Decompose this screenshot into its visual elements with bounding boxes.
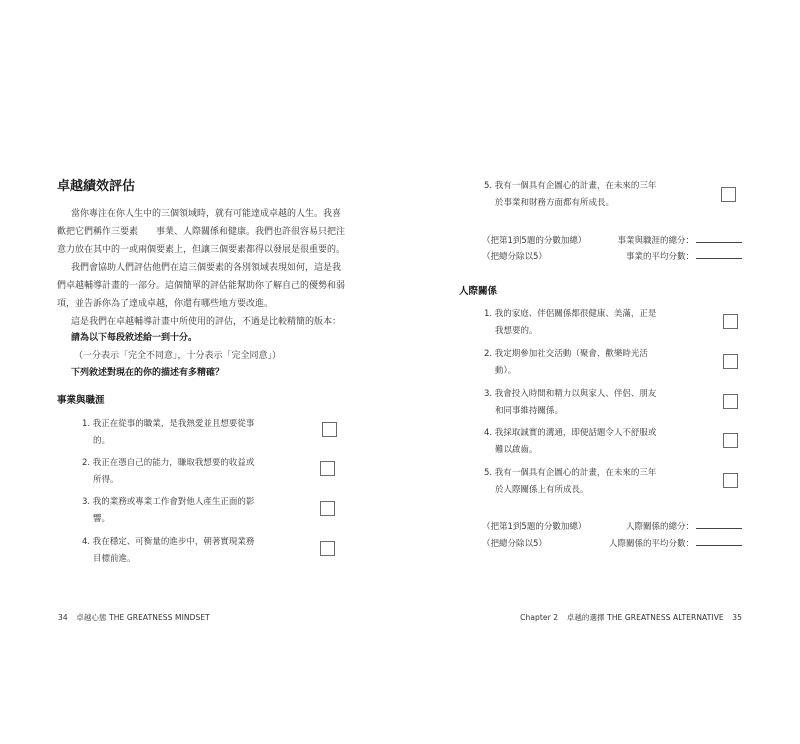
item-text: 動）。 bbox=[495, 366, 517, 376]
section-heading-relationships: 人際關係 bbox=[459, 286, 498, 297]
item-text: 我想要的。 bbox=[495, 326, 538, 336]
relationship-item-2 bbox=[484, 346, 648, 380]
score-box[interactable] bbox=[320, 541, 335, 556]
score-box[interactable] bbox=[320, 461, 335, 476]
relationship-total-field bbox=[590, 520, 742, 532]
career-item-5 bbox=[484, 178, 656, 212]
item-text: 和同事維持關係。 bbox=[495, 406, 564, 416]
blank-line[interactable] bbox=[696, 250, 742, 259]
blank-line[interactable] bbox=[696, 234, 742, 243]
item-text: 的。 bbox=[93, 436, 111, 446]
page-number: 35 bbox=[732, 613, 742, 622]
item-text: 4. 我採取誠實的溝通，即便話題令人不舒服或 bbox=[484, 428, 657, 438]
score-box[interactable] bbox=[723, 314, 738, 329]
relationship-item-1 bbox=[484, 306, 656, 340]
blank-line[interactable] bbox=[696, 537, 742, 546]
instruction-rate: 請為以下每段敘述給一到十分。 bbox=[71, 333, 198, 343]
relationship-avg-note: （把總分除以5） bbox=[482, 539, 547, 549]
relationship-item-4 bbox=[484, 425, 656, 459]
score-box[interactable] bbox=[721, 187, 736, 202]
score-box[interactable] bbox=[723, 473, 738, 488]
intro-line-6: 項，並告訴你為了達成卓越，你還有哪些地方要改進。 bbox=[57, 299, 274, 309]
intro-line-1: 當你專注在你人生中的三個領域時，就有可能達成卓越的人生。我喜 bbox=[71, 209, 342, 219]
instruction-describe: 下列敘述對現在的你的描述有多精確？ bbox=[71, 368, 225, 378]
item-text: 3. 我會投入時間和精力以與家人、伴侶、朋友 bbox=[484, 389, 657, 399]
item-text: 1. 我正在從事的職業，是我熱愛並且想要從事 bbox=[82, 419, 255, 429]
right-page bbox=[400, 0, 800, 744]
item-text: 響。 bbox=[93, 514, 111, 524]
relationship-item-5 bbox=[484, 465, 656, 499]
footer-right bbox=[520, 612, 742, 623]
intro-line-4: 我們會協助人們評估他們在這三個要素的各別領域表現如何，這是我 bbox=[71, 263, 342, 273]
running-title: 卓越的選擇 THE GREATNESS ALTERNATIVE bbox=[566, 613, 724, 622]
page-number: 34 bbox=[58, 613, 68, 622]
score-box[interactable] bbox=[322, 422, 337, 437]
career-avg-note: （把總分除以5） bbox=[482, 252, 547, 262]
intro-line-5: 們卓越輔導計畫的一部分。這個簡單的評估能幫助你了解自己的優勢和弱 bbox=[57, 281, 346, 291]
intro-line-7: 這是我們在卓越輔導計畫中所使用的評估，不過是比較精簡的版本： bbox=[71, 317, 342, 327]
chapter-label: Chapter 2 bbox=[520, 613, 559, 622]
field-label: 事業的平均分數： bbox=[625, 252, 694, 262]
career-item-3 bbox=[82, 494, 254, 528]
item-text: 4. 我在穩定、可衡量的進步中，朝著實現業務 bbox=[82, 537, 255, 547]
score-box[interactable] bbox=[723, 354, 738, 369]
item-text: 1. 我的家庭、伴侶關係都很健康、美滿，正是 bbox=[484, 309, 657, 319]
intro-line-2: 歡把它們稱作三要素 事業、人際關係和健康。我們也許很容易只把注 bbox=[57, 227, 346, 237]
career-total-note: （把第1到5題的分數加總） bbox=[482, 236, 587, 246]
relationship-total-note: （把第1到5題的分數加總） bbox=[482, 522, 587, 532]
item-text: 所得。 bbox=[93, 475, 119, 485]
career-item-1 bbox=[82, 416, 254, 450]
item-text: 2. 我定期參加社交活動（聚會、歡樂時光活 bbox=[484, 349, 648, 359]
page-title: 卓越績效評估 bbox=[57, 179, 136, 194]
scale-note: （一分表示「完全不同意」，十分表示「完全同意」） bbox=[74, 351, 282, 361]
field-label: 事業與職涯的總分： bbox=[617, 236, 694, 246]
blank-line[interactable] bbox=[696, 520, 742, 529]
section-heading-career: 事業與職涯 bbox=[57, 395, 105, 406]
item-text: 2. 我正在憑自己的能力，賺取我想要的收益或 bbox=[82, 458, 255, 468]
running-title: 卓越心態 THE GREATNESS MINDSET bbox=[76, 613, 210, 622]
item-text: 5. 我有一個具有企圖心的計畫，在未來的三年 bbox=[484, 181, 657, 191]
item-text: 難以啟齒。 bbox=[495, 445, 538, 455]
footer-left bbox=[58, 612, 210, 623]
career-item-4 bbox=[82, 534, 254, 568]
career-total-field bbox=[590, 234, 742, 246]
item-text: 目標前進。 bbox=[93, 554, 136, 564]
item-text: 於人際關係上有所成長。 bbox=[495, 485, 589, 495]
career-item-2 bbox=[82, 455, 254, 489]
item-text: 5. 我有一個具有企圖心的計畫，在未來的三年 bbox=[484, 468, 657, 478]
score-box[interactable] bbox=[723, 433, 738, 448]
score-box[interactable] bbox=[723, 394, 738, 409]
relationship-avg-field bbox=[590, 537, 742, 549]
score-box[interactable] bbox=[320, 501, 335, 516]
field-label: 人際關係的平均分數： bbox=[608, 539, 694, 549]
item-text: 3. 我的業務或專業工作會對他人產生正面的影 bbox=[82, 497, 255, 507]
field-label: 人際關係的總分： bbox=[625, 522, 694, 532]
relationship-item-3 bbox=[484, 386, 656, 420]
career-avg-field bbox=[590, 250, 742, 262]
item-text: 於事業和財務方面都有所成長。 bbox=[495, 198, 615, 208]
intro-line-3: 意力放在其中的一或兩個要素上，但讓三個要素都得以發展是很重要的。 bbox=[57, 245, 346, 255]
